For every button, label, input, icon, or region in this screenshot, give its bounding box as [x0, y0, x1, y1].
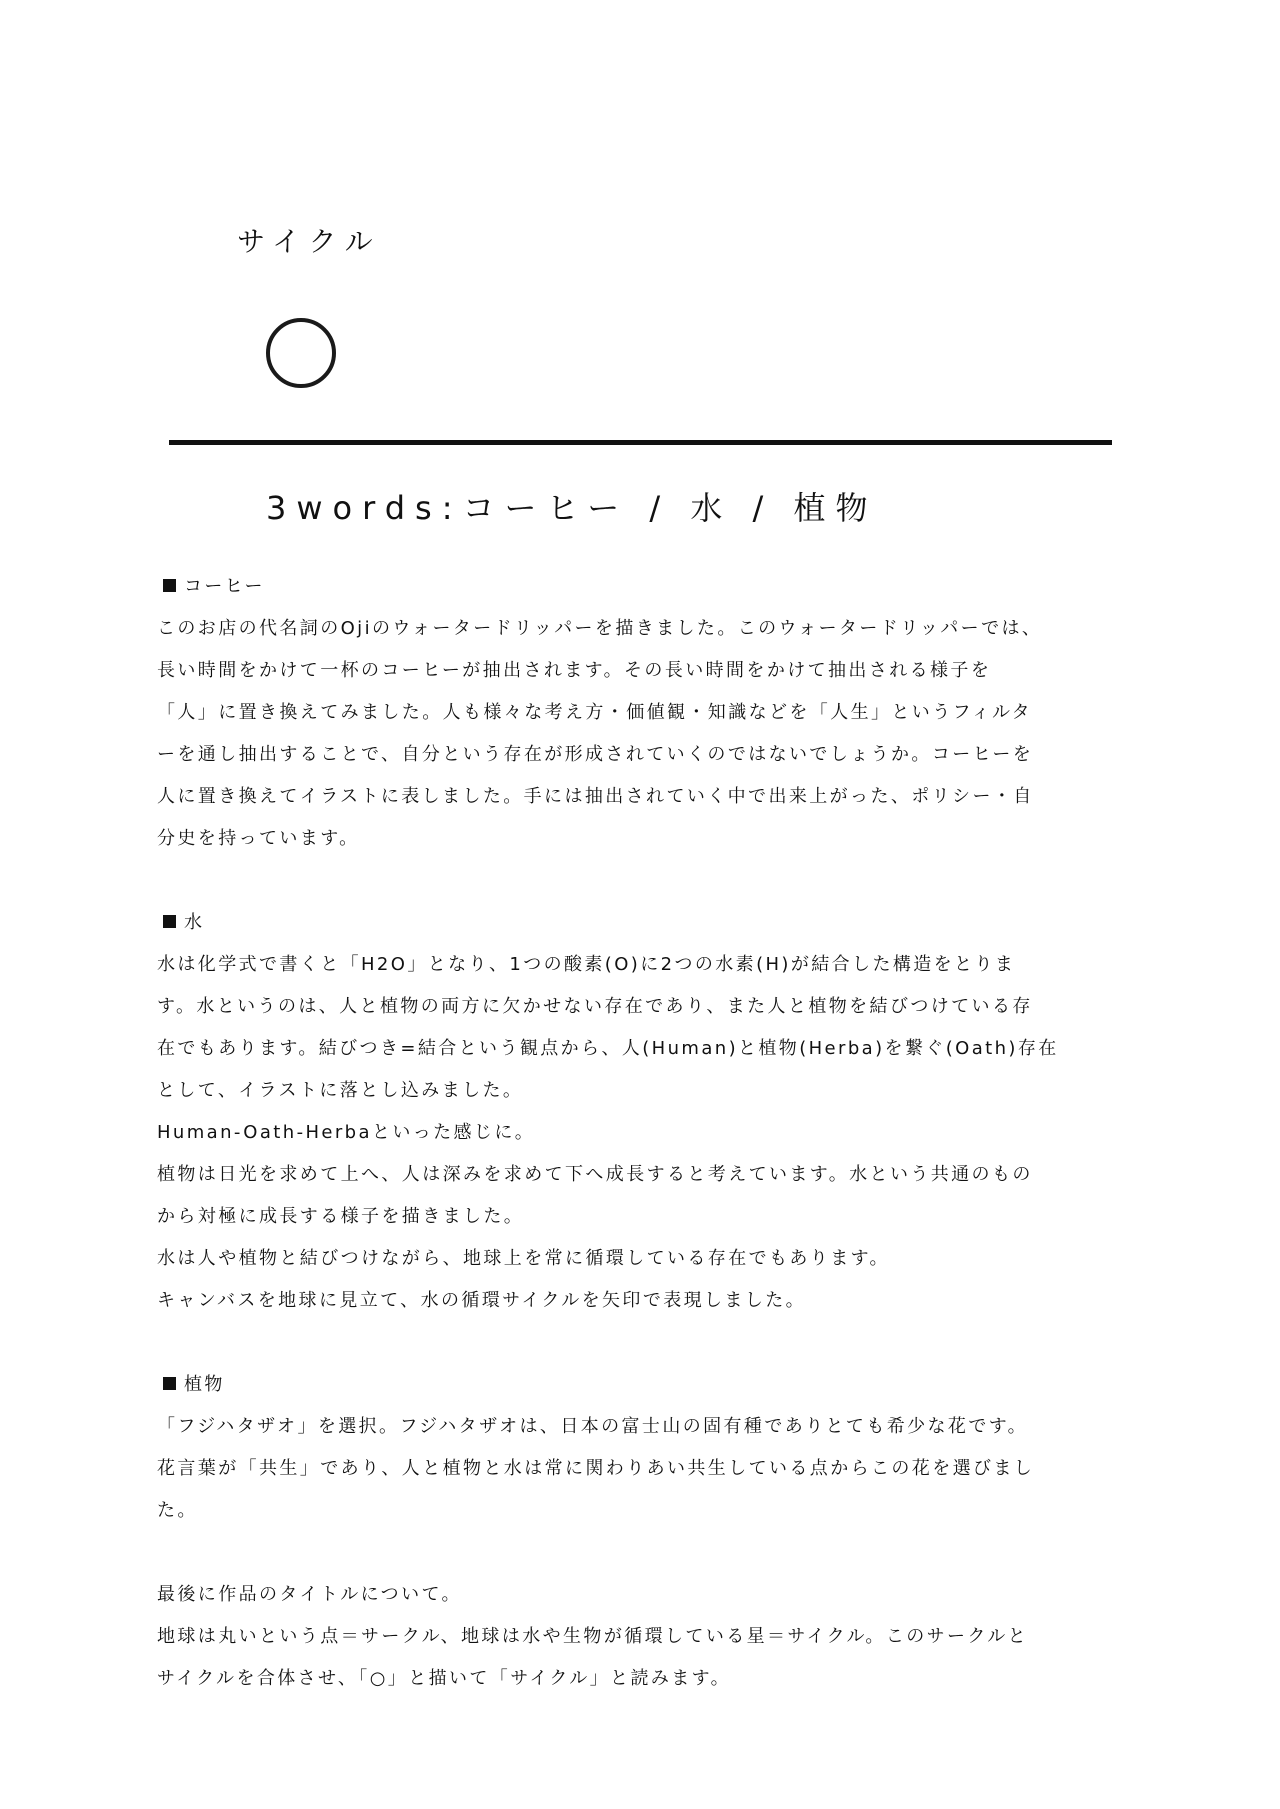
document-title: サイクル	[237, 225, 382, 258]
section-closing	[157, 1574, 1117, 1700]
section-heading-label: 水	[184, 912, 205, 933]
square-bullet-icon	[163, 1377, 176, 1390]
section-heading	[157, 566, 1117, 608]
section-heading	[157, 1364, 1117, 1406]
paragraph-line: 「人」に置き換えてみました。人も様々な考え方・価値観・知識などを「人生」というフィルタ	[157, 702, 1033, 723]
paragraph-line: このお店の代名詞のOjiのウォータードリッパーを描きました。このウォータードリッパーでは、	[157, 618, 1043, 639]
paragraph-line: から対極に成長する様子を描きました。	[157, 1206, 525, 1227]
paragraph-line: 最後に作品のタイトルについて。	[157, 1584, 462, 1605]
paragraph-line: キャンバスを地球に見立て、水の循環サイクルを矢印で表現しました。	[157, 1290, 807, 1311]
section-water	[157, 902, 1117, 1322]
section-plant	[157, 1364, 1117, 1532]
document-subtitle: 3words:コーヒー / 水 / 植物	[266, 489, 878, 527]
paragraph-line: 長い時間をかけて一杯のコーヒーが抽出されます。その長い時間をかけて抽出される様子を	[157, 660, 992, 681]
section-heading-label: 植物	[184, 1374, 225, 1395]
paragraph-line: 植物は日光を求めて上へ、人は深みを求めて下へ成長すると考えています。水という共通のもの	[157, 1164, 1033, 1185]
section-coffee	[157, 566, 1117, 860]
paragraph-line: として、イラストに落とし込みました。	[157, 1080, 524, 1101]
paragraph-line: す。水というのは、人と植物の両方に欠かせない存在であり、また人と植物を結びつけている存	[157, 996, 1033, 1017]
paragraph-line: 在でもあります。結びつき=結合という観点から、人(Human)と植物(Herba)を繋ぐ(Oath)存在	[157, 1038, 1059, 1059]
square-bullet-icon	[163, 579, 176, 592]
paragraph-line: 水は化学式で書くと「H2O」となり、1つの酸素(O)に2つの水素(H)が結合した構造をとりま	[157, 954, 1016, 975]
body-text	[157, 566, 1117, 1742]
square-bullet-icon	[163, 915, 176, 928]
circle-symbol	[266, 318, 336, 388]
paragraph-line: 水は人や植物と結びつけながら、地球上を常に循環している存在でもあります。	[157, 1248, 890, 1269]
paragraph-line: 分史を持っています。	[157, 828, 360, 849]
paragraph-line: サイクルを合体させ、「○」と描いて「サイクル」と読みます。	[157, 1668, 732, 1689]
section-heading-label: コーヒー	[184, 576, 265, 597]
paragraph-line: た。	[157, 1500, 198, 1521]
section-heading	[157, 902, 1117, 944]
paragraph-line: 「フジハタザオ」を選択。フジハタザオは、日本の富士山の固有種でありとても希少な花です。	[157, 1416, 1029, 1437]
paragraph-line: 地球は丸いという点＝サークル、地球は水や生物が循環している星＝サイクル。このサークルと	[157, 1626, 1029, 1647]
paragraph-line: ーを通し抽出することで、自分という存在が形成されていくのではないでしょうか。コーヒーを	[157, 744, 1034, 765]
paragraph-line: Human-Oath-Herbaといった感じに。	[157, 1122, 536, 1143]
divider-rule	[169, 440, 1112, 445]
paragraph-line: 人に置き換えてイラストに表しました。手には抽出されていく中で出来上がった、ポリシー・自	[157, 786, 1034, 807]
paragraph-line: 花言葉が「共生」であり、人と植物と水は常に関わりあい共生している点からこの花を選びまし	[157, 1458, 1035, 1479]
